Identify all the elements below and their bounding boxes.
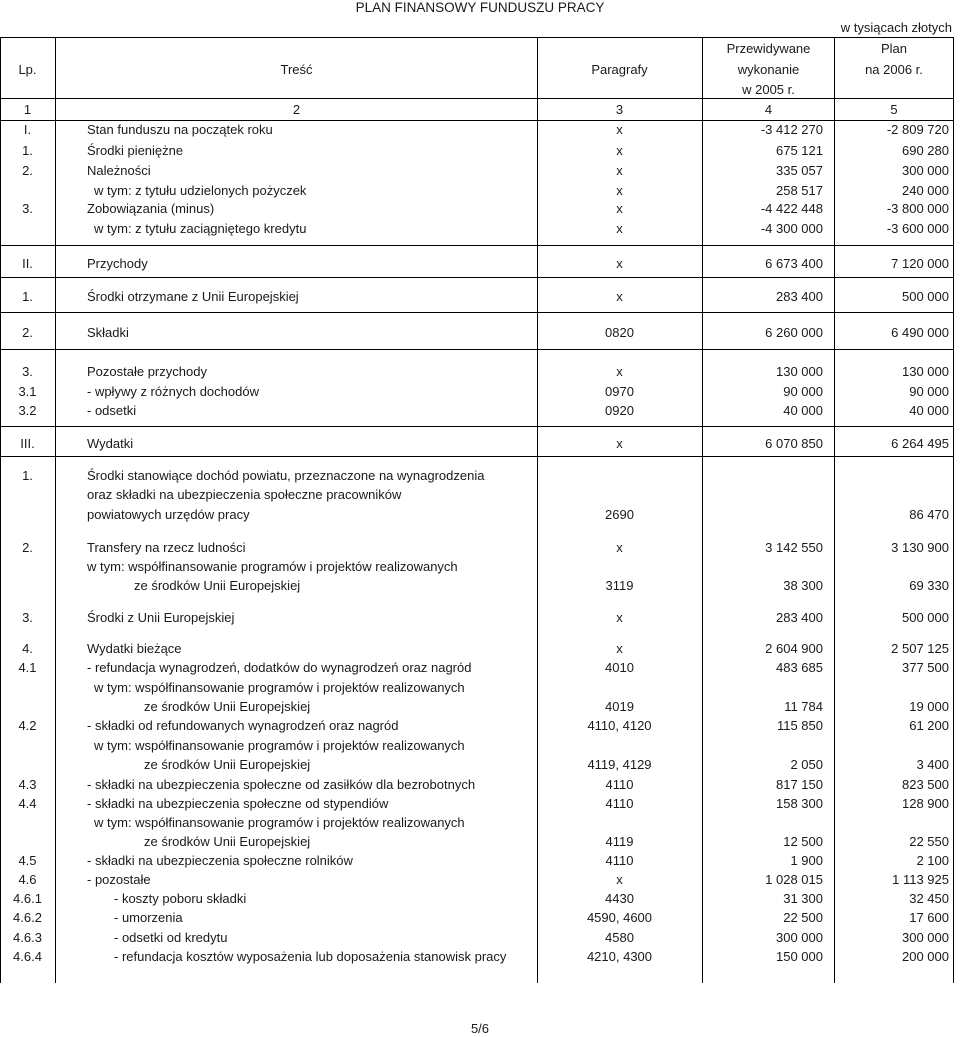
row-lp: III.: [20, 436, 35, 451]
row-tresc: - koszty poboru składki: [114, 891, 247, 906]
row-plan: 500 000: [902, 289, 949, 304]
row-lp: 1.: [22, 289, 33, 304]
page-number: 5/6: [470, 1021, 490, 1036]
row-lp: 4.3: [18, 777, 37, 792]
row-paragraf: 4010: [605, 660, 634, 675]
header-przewidywane-3: w 2005 r.: [742, 82, 795, 97]
row-przewidywane: 6 673 400: [765, 256, 823, 271]
row-plan: 1 113 925: [892, 872, 949, 887]
row-plan: 823 500: [902, 777, 949, 792]
row-paragraf: 4110: [605, 853, 634, 868]
row-przewidywane: 6 260 000: [765, 325, 823, 340]
row-plan: -3 600 000: [886, 221, 949, 236]
row-lp: 3.: [22, 610, 33, 625]
row-plan: -2 809 720: [886, 122, 949, 137]
row-lp: 3.: [22, 201, 33, 216]
row-lp: 2.: [22, 163, 33, 178]
row-paragraf: x: [616, 610, 623, 625]
header-przewidywane-1: Przewidywane: [726, 41, 811, 56]
row-paragraf: 4119: [605, 834, 634, 849]
row-przewidywane: 130 000: [776, 364, 823, 379]
row-lp: 2.: [22, 540, 33, 555]
row-paragraf: 3119: [605, 578, 634, 593]
row-plan: 17 600: [909, 910, 949, 925]
header-tresc: Treść: [280, 62, 313, 77]
page-title: PLAN FINANSOWY FUNDUSZU PRACY: [355, 0, 605, 15]
row-lp: 3.1: [18, 384, 37, 399]
row-lp: 1.: [22, 143, 33, 158]
row-tresc: - odsetki od kredytu: [114, 930, 228, 945]
row-lp: 4.5: [18, 853, 37, 868]
row-przewidywane: 258 517: [776, 183, 823, 198]
row-przewidywane: -3 412 270: [760, 122, 823, 137]
row-paragraf: 0820: [605, 325, 634, 340]
row-przewidywane: 1 028 015: [765, 872, 823, 887]
row-paragraf: x: [616, 540, 623, 555]
row-tresc: Wydatki: [87, 436, 134, 451]
row-plan: 2 507 125: [891, 641, 949, 656]
row-lp: 4.6: [18, 872, 37, 887]
row-tresc: - refundacja kosztów wyposażenia lub doposażenia stanowisk pracy: [114, 949, 507, 964]
row-tresc: - odsetki: [87, 403, 137, 418]
row-plan: 61 200: [909, 718, 949, 733]
row-paragraf: x: [616, 872, 623, 887]
row-tresc: oraz składki na ubezpieczenia społeczne pracowników: [87, 487, 402, 502]
row-tresc: Należności: [87, 163, 151, 178]
row-tresc: - składki na ubezpieczenia społeczne rolników: [87, 853, 353, 868]
row-plan: 3 400: [916, 757, 949, 772]
header-num-4: 4: [764, 102, 773, 117]
row-plan: 300 000: [902, 930, 949, 945]
row-przewidywane: 90 000: [783, 384, 823, 399]
row-przewidywane: 283 400: [776, 289, 823, 304]
row-tresc: Środki pieniężne: [87, 143, 184, 158]
row-przewidywane: 300 000: [776, 930, 823, 945]
row-lp: II.: [22, 256, 33, 271]
row-tresc: Pozostałe przychody: [87, 364, 207, 379]
row-tresc: Zobowiązania (minus): [87, 201, 215, 216]
row-paragraf: 4019: [605, 699, 634, 714]
row-plan: 500 000: [902, 610, 949, 625]
row-plan: 7 120 000: [891, 256, 949, 271]
header-plan-1: Plan: [880, 41, 908, 56]
row-przewidywane: 150 000: [776, 949, 823, 964]
row-paragraf: 4580: [605, 930, 634, 945]
row-paragraf: 4210, 4300: [586, 949, 653, 964]
row-paragraf: 4110, 4120: [587, 718, 652, 733]
row-tresc: - pozostałe: [87, 872, 151, 887]
row-paragraf: 2690: [605, 507, 634, 522]
header-num-2: 2: [292, 102, 301, 117]
row-lp: 4.4: [18, 796, 37, 811]
row-lp: 4.2: [18, 718, 37, 733]
row-paragraf: x: [616, 201, 623, 216]
row-plan: 86 470: [909, 507, 949, 522]
row-przewidywane: 31 300: [783, 891, 823, 906]
row-przewidywane: 675 121: [776, 143, 823, 158]
row-plan: 300 000: [902, 163, 949, 178]
row-paragraf: x: [616, 436, 623, 451]
row-plan: 2 100: [916, 853, 949, 868]
row-przewidywane: 2 604 900: [765, 641, 823, 656]
row-paragraf: 4430: [605, 891, 634, 906]
row-tresc: - refundacja wynagrodzeń, dodatków do wynagrodzeń oraz nagród: [87, 660, 472, 675]
row-przewidywane: 2 050: [790, 757, 823, 772]
row-plan: 90 000: [909, 384, 949, 399]
row-tresc: Środki otrzymane z Unii Europejskiej: [87, 289, 299, 304]
unit-label: w tysiącach złotych: [840, 20, 952, 35]
row-paragraf: 0970: [605, 384, 634, 399]
row-plan: 40 000: [909, 403, 949, 418]
row-paragraf: 4110: [605, 796, 634, 811]
row-tresc: Środki stanowiące dochód powiatu, przeznaczone na wynagrodzenia: [87, 468, 485, 483]
row-przewidywane: 3 142 550: [765, 540, 823, 555]
row-paragraf: x: [616, 163, 623, 178]
row-plan: 240 000: [902, 183, 949, 198]
row-tresc: Stan funduszu na początek roku: [87, 122, 273, 137]
row-tresc: Wydatki bieżące: [87, 641, 182, 656]
row-przewidywane: 335 057: [776, 163, 823, 178]
row-lp: 2.: [22, 325, 33, 340]
row-lp: 4.6.4: [13, 949, 42, 964]
row-przewidywane: 40 000: [783, 403, 823, 418]
row-tresc: ze środków Unii Europejskiej: [144, 757, 311, 772]
row-plan: 130 000: [902, 364, 949, 379]
row-plan: 6 490 000: [891, 325, 949, 340]
row-paragraf: 4110: [605, 777, 634, 792]
row-paragraf: x: [616, 143, 623, 158]
row-tresc: w tym: współfinansowanie programów i projektów realizowanych: [94, 680, 465, 695]
row-przewidywane: 283 400: [776, 610, 823, 625]
row-tresc: Transfery na rzecz ludności: [87, 540, 246, 555]
row-tresc: ze środków Unii Europejskiej: [144, 834, 311, 849]
row-przewidywane: 483 685: [776, 660, 823, 675]
header-plan-2: na 2006 r.: [865, 62, 923, 77]
row-przewidywane: -4 422 448: [760, 201, 823, 216]
row-lp: I.: [23, 122, 32, 137]
row-lp: 3.2: [18, 403, 37, 418]
row-plan: 200 000: [902, 949, 949, 964]
row-plan: -3 800 000: [886, 201, 949, 216]
row-przewidywane: 11 784: [784, 699, 823, 714]
row-paragraf: 4119, 4129: [587, 757, 652, 772]
row-przewidywane: -4 300 000: [760, 221, 823, 236]
row-przewidywane: 6 070 850: [765, 436, 823, 451]
row-tresc: ze środków Unii Europejskiej: [134, 578, 301, 593]
row-paragraf: x: [616, 183, 623, 198]
row-przewidywane: 12 500: [783, 834, 823, 849]
row-tresc: - składki od refundowanych wynagrodzeń oraz nagród: [87, 718, 399, 733]
row-tresc: w tym: współfinansowanie programów i projektów realizowanych: [87, 559, 458, 574]
row-przewidywane: 115 850: [776, 718, 823, 733]
row-tresc: Środki z Unii Europejskiej: [87, 610, 235, 625]
row-plan: 377 500: [902, 660, 949, 675]
row-plan: 69 330: [909, 578, 949, 593]
row-plan: 128 900: [902, 796, 949, 811]
row-tresc: Składki: [87, 325, 129, 340]
row-paragraf: 0920: [605, 403, 634, 418]
row-tresc: - składki na ubezpieczenia społeczne od stypendiów: [87, 796, 389, 811]
row-przewidywane: 38 300: [783, 578, 823, 593]
row-plan: 32 450: [909, 891, 949, 906]
row-lp: 1.: [22, 468, 33, 483]
row-paragraf: x: [616, 256, 623, 271]
row-plan: 6 264 495: [891, 436, 949, 451]
row-paragraf: x: [616, 641, 623, 656]
row-paragraf: x: [616, 289, 623, 304]
row-lp: 3.: [22, 364, 33, 379]
row-tresc: powiatowych urzędów pracy: [87, 507, 250, 522]
row-lp: 4.6.2: [13, 910, 42, 925]
row-przewidywane: 22 500: [783, 910, 823, 925]
row-tresc: w tym: z tytułu zaciągniętego kredytu: [94, 221, 307, 236]
header-paragrafy: Paragrafy: [591, 62, 648, 77]
row-przewidywane: 158 300: [776, 796, 823, 811]
header-num-5: 5: [890, 102, 898, 117]
row-tresc: w tym: współfinansowanie programów i projektów realizowanych: [94, 738, 465, 753]
header-num-3: 3: [615, 102, 624, 117]
row-lp: 4.1: [18, 660, 37, 675]
row-przewidywane: 817 150: [776, 777, 823, 792]
row-paragraf: x: [616, 122, 623, 137]
row-tresc: w tym: z tytułu udzielonych pożyczek: [94, 183, 307, 198]
row-tresc: ze środków Unii Europejskiej: [144, 699, 311, 714]
row-paragraf: x: [616, 364, 623, 379]
header-num-1: 1: [23, 102, 32, 117]
header-przewidywane-2: wykonanie: [737, 62, 800, 77]
row-przewidywane: 1 900: [790, 853, 823, 868]
row-lp: 4.6.3: [13, 930, 42, 945]
row-tresc: Przychody: [87, 256, 148, 271]
row-lp: 4.6.1: [13, 891, 42, 906]
header-lp: Lp.: [18, 62, 37, 77]
row-plan: 22 550: [909, 834, 949, 849]
row-paragraf: 4590, 4600: [586, 910, 653, 925]
row-tresc: w tym: współfinansowanie programów i projektów realizowanych: [94, 815, 465, 830]
row-tresc: - umorzenia: [114, 910, 183, 925]
row-paragraf: x: [616, 221, 623, 236]
row-plan: 19 000: [909, 699, 949, 714]
row-tresc: - wpływy z różnych dochodów: [87, 384, 259, 399]
row-plan: 3 130 900: [891, 540, 949, 555]
row-plan: 690 280: [902, 143, 949, 158]
row-tresc: - składki na ubezpieczenia społeczne od zasiłków dla bezrobotnych: [87, 777, 476, 792]
row-lp: 4.: [22, 641, 33, 656]
